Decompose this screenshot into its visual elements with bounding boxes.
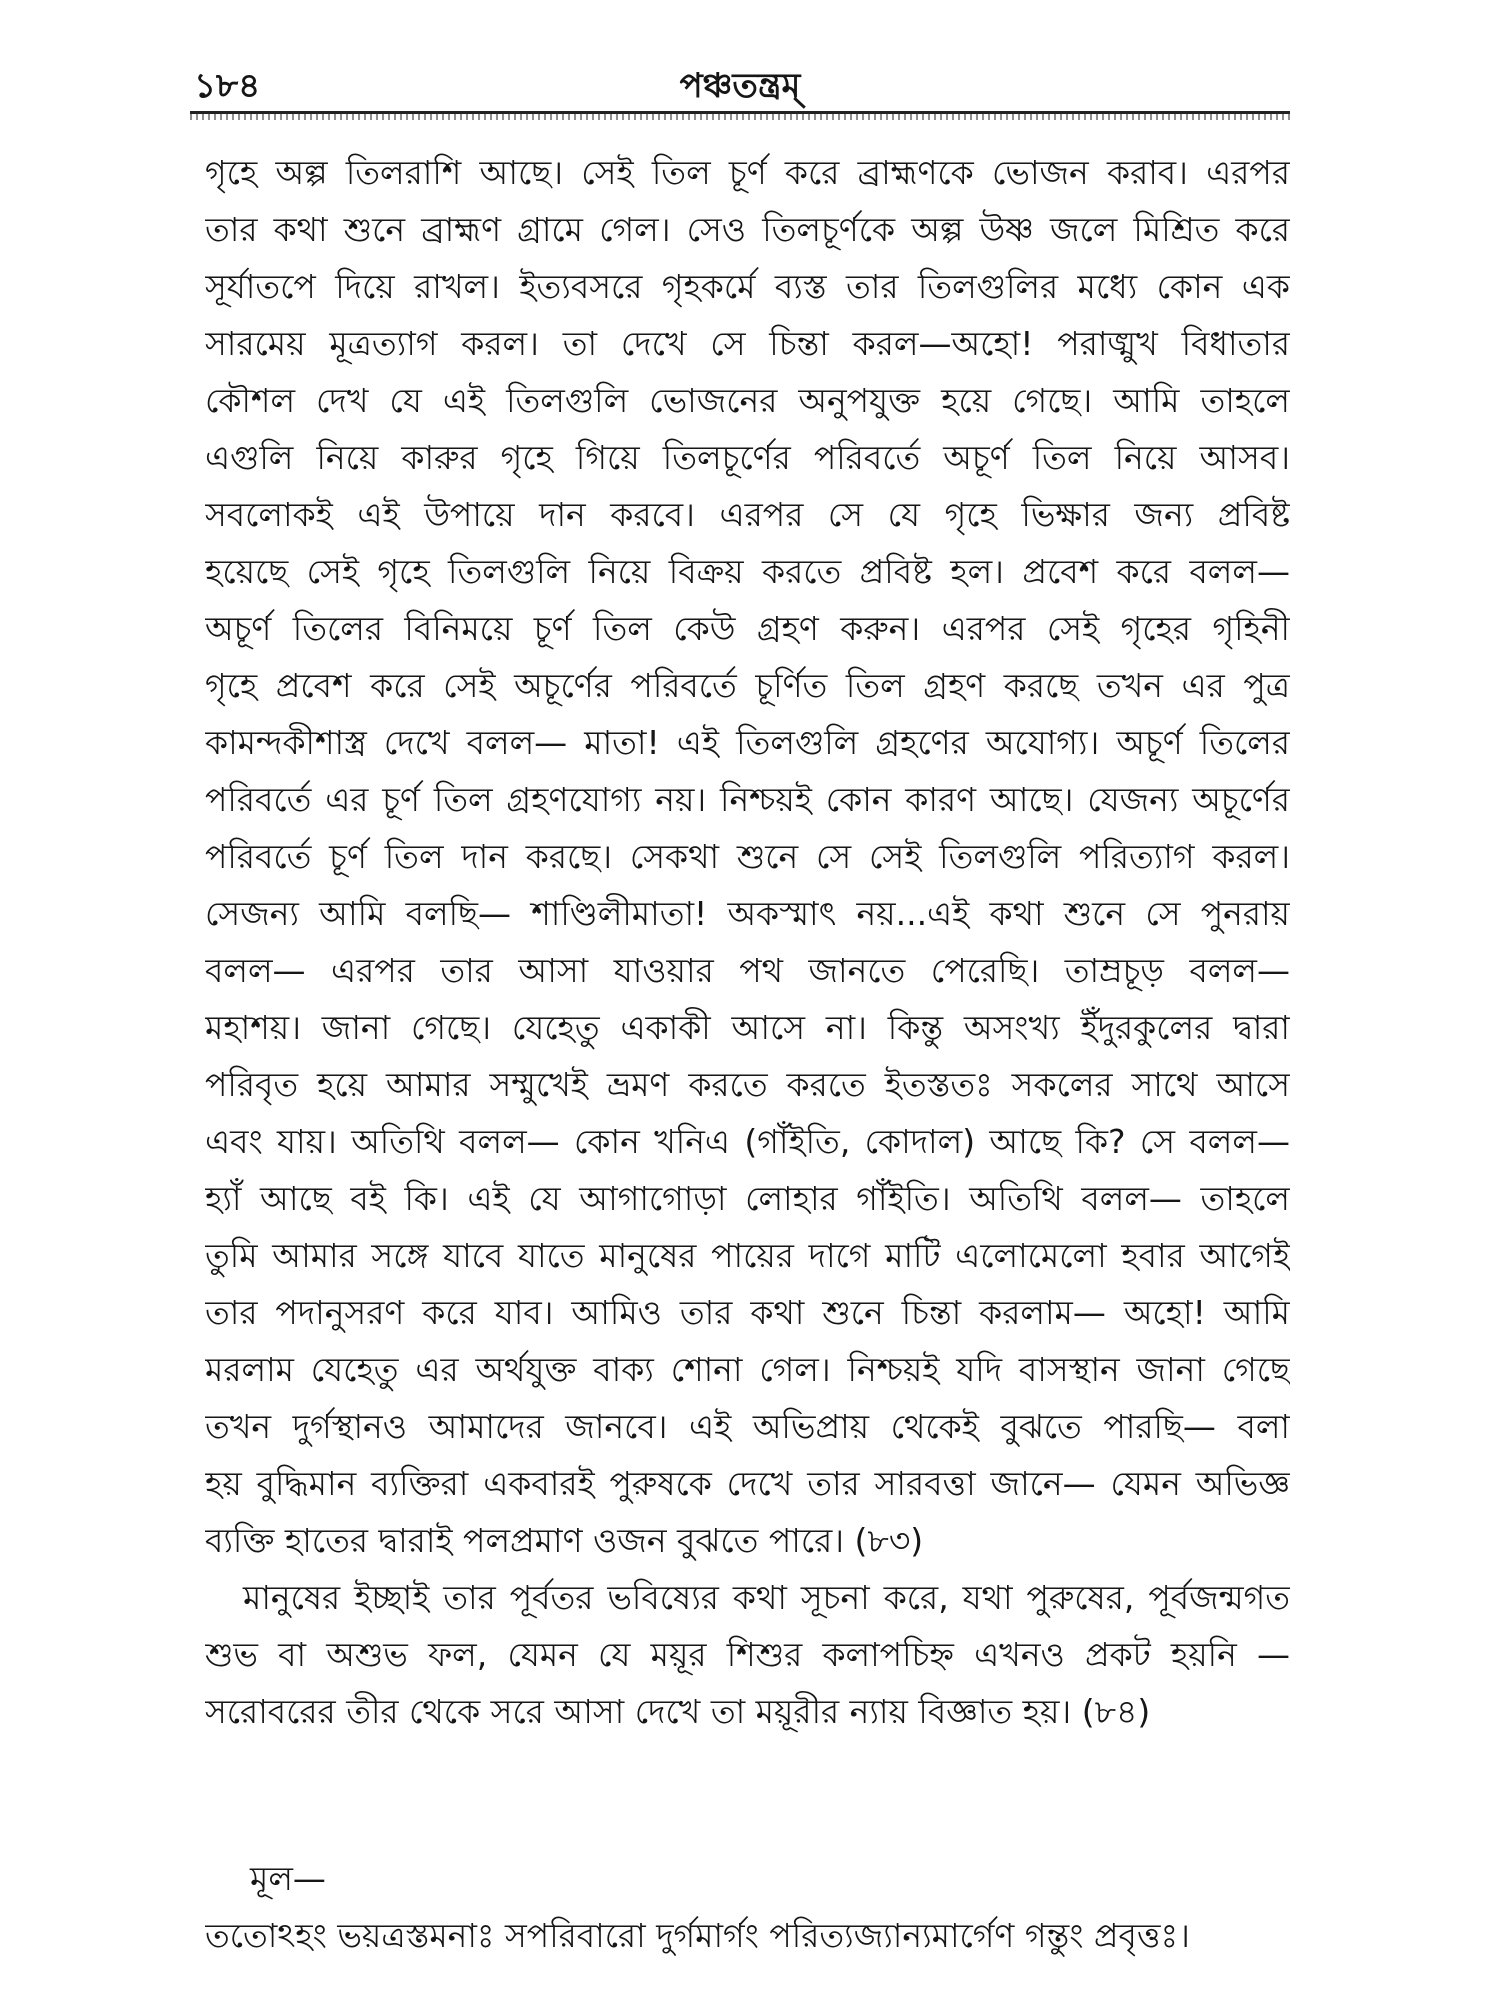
text-line: তখন দুর্গস্থানও আমাদের জানবে। এই অভিপ্রায় থেকেই বুঝতে পারছি— বলা — [205, 1407, 1290, 1446]
text-line: এগুলি নিয়ে কারুর গৃহে গিয়ে তিলচূর্ণের পরিবর্তে অচূর্ণ তিল নিয়ে আসব। — [205, 438, 1290, 477]
text-line: মরলাম যেহেতু এর অর্থযুক্ত বাক্য শোনা গেল। নিশ্চয়ই যদি বাসস্থান জানা গেছে — [205, 1350, 1290, 1389]
text-line: অচূর্ণ তিলের বিনিময়ে চূর্ণ তিল কেউ গ্রহণ করুন। এরপর সেই গৃহের গৃহিনী — [205, 609, 1290, 648]
text-line: মহাশয়। জানা গেছে। যেহেতু একাকী আসে না। কিন্তু অসংখ্য ইঁদুরকুলের দ্বারা — [205, 1008, 1290, 1047]
text-line: কামন্দকীশাস্ত্র দেখে বলল— মাতা! এই তিলগুলি গ্রহণের অযোগ্য। অচূর্ণ তিলের — [205, 723, 1290, 762]
text-line: কৌশল দেখ যে এই তিলগুলি ভোজনের অনুপযুক্ত হয়ে গেছে। আমি তাহলে — [205, 381, 1290, 420]
text-line: মানুষের ইচ্ছাই তার পূর্বতর ভবিষ্যের কথা সূচনা করে, যথা পুরুষের, পূর্বজন্মগত — [243, 1578, 1290, 1617]
sanskrit-verse: ততোঽহং ভয়ত্রস্তমনাঃ সপরিবারো দুর্গমার্গং পরিত্যজ্যান্যমার্গেণ গন্তুং প্রবৃত্তঃ। — [205, 1916, 1190, 1955]
text-line: সারমেয় মূত্রত্যাগ করল। তা দেখে সে চিন্তা করল—অহো! পরাঙ্মুখ বিধাতার — [205, 324, 1290, 363]
body-text — [205, 144, 1290, 1740]
page-number: ১৮৪ — [194, 66, 261, 106]
book-title: পঞ্চতন্ত্রম্ — [679, 66, 801, 106]
mool-heading: মূল— — [250, 1859, 326, 1898]
text-line: সরোবরের তীর থেকে সরে আসা দেখে তা ময়ূরীর ন্যায় বিজ্ঞাত হয়। (৮৪) — [205, 1692, 1151, 1731]
text-line: পরিবর্তে চূর্ণ তিল দান করছে। সেকথা শুনে সে সেই তিলগুলি পরিত্যাগ করল। — [205, 837, 1290, 876]
text-line: হয়েছে সেই গৃহে তিলগুলি নিয়ে বিক্রয় করতে প্রবিষ্ট হল। প্রবেশ করে বলল— — [205, 552, 1290, 591]
text-line: ব্যক্তি হাতের দ্বারাই পলপ্রমাণ ওজন বুঝতে পারে। (৮৩) — [205, 1521, 924, 1560]
text-line: পরিবর্তে এর চূর্ণ তিল গ্রহণযোগ্য নয়। নিশ্চয়ই কোন কারণ আছে। যেজন্য অচূর্ণের — [205, 780, 1290, 819]
text-line: সেজন্য আমি বলছি— শাণ্ডিলীমাতা! অকস্মাৎ নয়...এই কথা শুনে সে পুনরায় — [205, 894, 1290, 933]
text-line: হ্যাঁ আছে বই কি। এই যে আগাগোড়া লোহার গাঁইতি। অতিথি বলল— তাহলে — [205, 1179, 1290, 1218]
text-line: তার কথা শুনে ব্রাহ্মণ গ্রামে গেল। সেও তিলচূর্ণকে অল্প উষ্ণ জলে মিশ্রিত করে — [205, 210, 1290, 249]
text-line: বলল— এরপর তার আসা যাওয়ার পথ জানতে পেরেছি। তাম্রচূড় বলল— — [205, 951, 1290, 990]
text-line: এবং যায়। অতিথি বলল— কোন খনিএ (গাঁইতি, কোদাল) আছে কি? সে বলল— — [205, 1122, 1290, 1161]
text-line: তুমি আমার সঙ্গে যাবে যাতে মানুষের পায়ের দাগে মাটি এলোমেলো হবার আগেই — [205, 1236, 1290, 1275]
text-line: সূর্যাতপে দিয়ে রাখল। ইত্যবসরে গৃহকর্মে ব্যস্ত তার তিলগুলির মধ্যে কোন এক — [205, 267, 1290, 306]
page-header — [190, 54, 1290, 114]
text-line: গৃহে অল্প তিলরাশি আছে। সেই তিল চূর্ণ করে ব্রাহ্মণকে ভোজন করাব। এরপর — [205, 153, 1290, 192]
text-line: তার পদানুসরণ করে যাব। আমিও তার কথা শুনে চিন্তা করলাম— অহো! আমি — [205, 1293, 1290, 1332]
text-line: গৃহে প্রবেশ করে সেই অচূর্ণের পরিবর্তে চূর্ণিত তিল গ্রহণ করছে তখন এর পুত্র — [205, 666, 1290, 705]
text-line: হয় বুদ্ধিমান ব্যক্তিরা একবারই পুরুষকে দেখে তার সারবত্তা জানে— যেমন অভিজ্ঞ — [205, 1464, 1290, 1503]
header-rule-ornament — [190, 114, 1290, 120]
text-line: পরিবৃত হয়ে আমার সম্মুখেই ভ্রমণ করতে করতে ইতস্ততঃ সকলের সাথে আসে — [205, 1065, 1290, 1104]
text-line: শুভ বা অশুভ ফল, যেমন যে ময়ূর শিশুর কলাপচিহ্ন এখনও প্রকট হয়নি — — [205, 1635, 1290, 1674]
text-line: সবলোকই এই উপায়ে দান করবে। এরপর সে যে গৃহে ভিক্ষার জন্য প্রবিষ্ট — [205, 495, 1290, 534]
